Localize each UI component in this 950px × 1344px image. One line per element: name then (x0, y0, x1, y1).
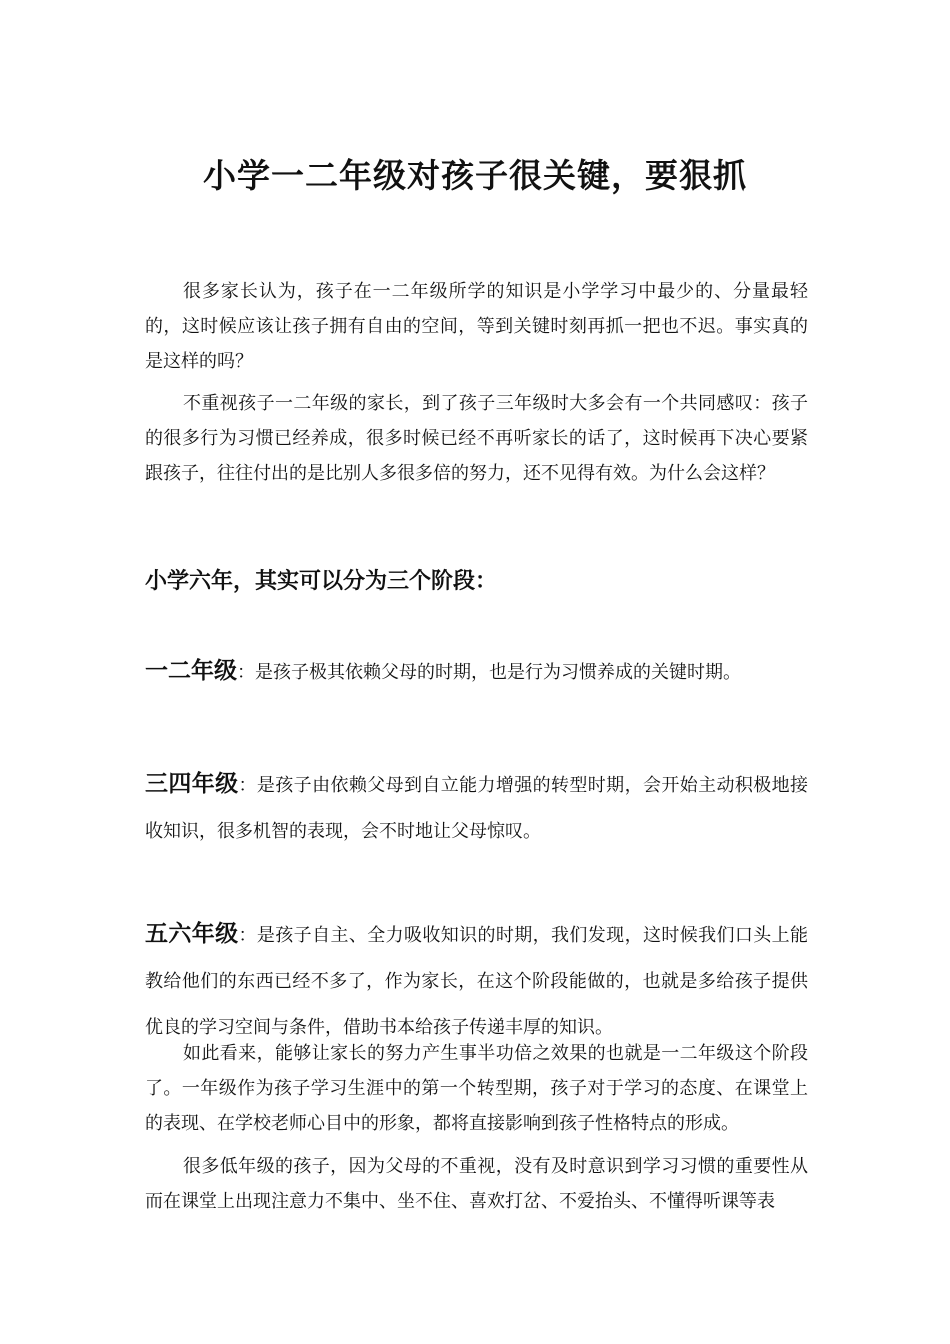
closing-paragraph-1: 如此看来，能够让家长的努力产生事半功倍之效果的也就是一二年级这个阶段了。一年级作为孩子学习生涯中的第一个转型期，孩子对于学习的态度、在课堂上的表现、在学校老师心目中的形象，都将直接影响到孩子性格特点的形成。 (145, 1043, 808, 1134)
stage-colon: ： (237, 662, 255, 683)
stage-colon: ： (238, 775, 257, 796)
stage-label: 五六年级 (145, 921, 239, 947)
stage-grade-3-4 (145, 761, 808, 855)
stage-label: 一二年级 (145, 658, 237, 684)
stage-colon: ： (238, 925, 257, 946)
document-title: 小学一二年级对孩子很关键，要狠抓 (203, 156, 747, 195)
stage-label: 三四年级 (145, 771, 239, 797)
stage-description: 是孩子自主、全力吸收知识的时期，我们发现，这时候我们口头上能教给他们的东西已经不多了，作为家长，在这个阶段能做的，也就是多给孩子提供优良的学习空间与条件，借助书本给孩子传递丰厚的知识。 (145, 925, 809, 1038)
closing-paragraph-2: 很多低年级的孩子，因为父母的不重视，没有及时意识到学习习惯的重要性从而在课堂上出现注意力不集中、坐不住、喜欢打岔、不爱抬头、不懂得听课等表 (145, 1156, 808, 1212)
stage-grade-5-6 (145, 911, 808, 1051)
section-heading: 小学六年，其实可以分为三个阶段： (145, 569, 498, 594)
stage-description: 是孩子由依赖父母到自立能力增强的转型时期，会开始主动积极地接收知识，很多机智的表现，会不时地让父母惊叹。 (145, 775, 809, 842)
stage-grade-1-2 (145, 648, 808, 696)
intro-paragraph-2: 不重视孩子一二年级的家长，到了孩子三年级时大多会有一个共同感叹：孩子的很多行为习惯已经养成，很多时候已经不再听家长的话了，这时候再下决心要紧跟孩子，往往付出的是比别人多很多倍的努力，还不见得有效。为什么会这样？ (145, 393, 808, 484)
intro-paragraph-1: 很多家长认为，孩子在一二年级所学的知识是小学学习中最少的、分量最轻的，这时候应该让孩子拥有自由的空间，等到关键时刻再抓一把也不迟。事实真的是这样的吗？ (145, 281, 808, 372)
stage-description: 是孩子极其依赖父母的时期，也是行为习惯养成的关键时期。 (255, 662, 741, 683)
